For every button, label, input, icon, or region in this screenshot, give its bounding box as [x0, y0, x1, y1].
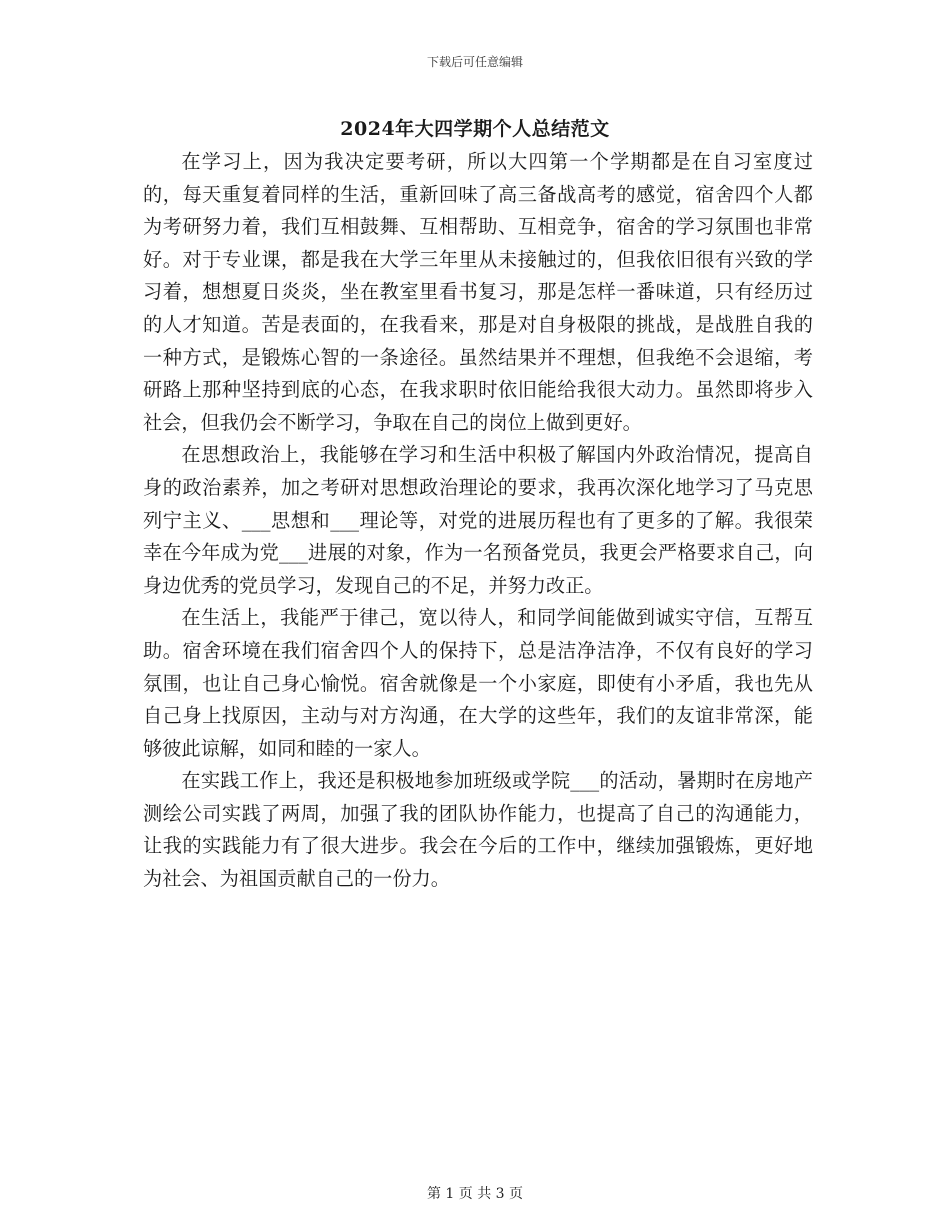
paragraph-practice: 在实践工作上，我还是积极地参加班级或学院___的活动，暑期时在房地产测绘公司实践了两周，加强了我的团队协作能力，也提高了自己的沟通能力，让我的实践能力有了很大进步。我会在今后的工作中，继续加强锻炼，更好地为社会、为祖国贡献自己的一份力。 — [143, 769, 813, 891]
header-note: 下载后可任意编辑 — [426, 55, 523, 69]
document-body — [143, 146, 813, 896]
paragraph-politics: 在思想政治上，我能够在学习和生活中积极了解国内外政治情况，提高自身的政治素养，加之考研对思想政治理论的要求，我再次深化地学习了马克思列宁主义、___思想和___理论等，对党的进展历程也有了更多的了解。我很荣幸在今年成为党___进展的对象，作为一名预备党员，我更会严格要求自己，向身边优秀的党员学习，发现自己的不足，并努力改正。 — [143, 443, 813, 597]
paragraph-life: 在生活上，我能严于律己，宽以待人，和同学间能做到诚实守信，互帮互助。宿舍环境在我们宿舍四个人的保持下，总是洁净洁净，不仅有良好的学习氛围，也让自己身心愉悦。宿舍就像是一个小家庭，即使有小矛盾，我也先从自己身上找原因，主动与对方沟通，在大学的这些年，我们的友谊非常深，能够彼此谅解，如同和睦的一家人。 — [143, 606, 813, 760]
document-title: 2024年大四学期个人总结范文 — [340, 118, 610, 140]
paragraph-study: 在学习上，因为我决定要考研，所以大四第一个学期都是在自习室度过的，每天重复着同样的生活，重新回味了高三备战高考的感觉，宿舍四个人都为考研努力着，我们互相鼓舞、互相帮助、互相竞争，宿舍的学习氛围也非常好。对于专业课，都是我在大学三年里从未接触过的，但我依旧很有兴致的学习着，想想夏日炎炎，坐在教室里看书复习，那是怎样一番味道，只有经历过的人才知道。苦是表面的，在我看来，那是对自身极限的挑战，是战胜自我的一种方式，是锻炼心智的一条途径。虽然结果并不理想，但我绝不会退缩，考研路上那种坚持到底的心态，在我求职时依旧能给我很大动力。虽然即将步入社会，但我仍会不断学习，争取在自己的岗位上做到更好。 — [143, 150, 813, 434]
page-number-footer: 第 1 页 共 3 页 — [426, 1186, 524, 1202]
